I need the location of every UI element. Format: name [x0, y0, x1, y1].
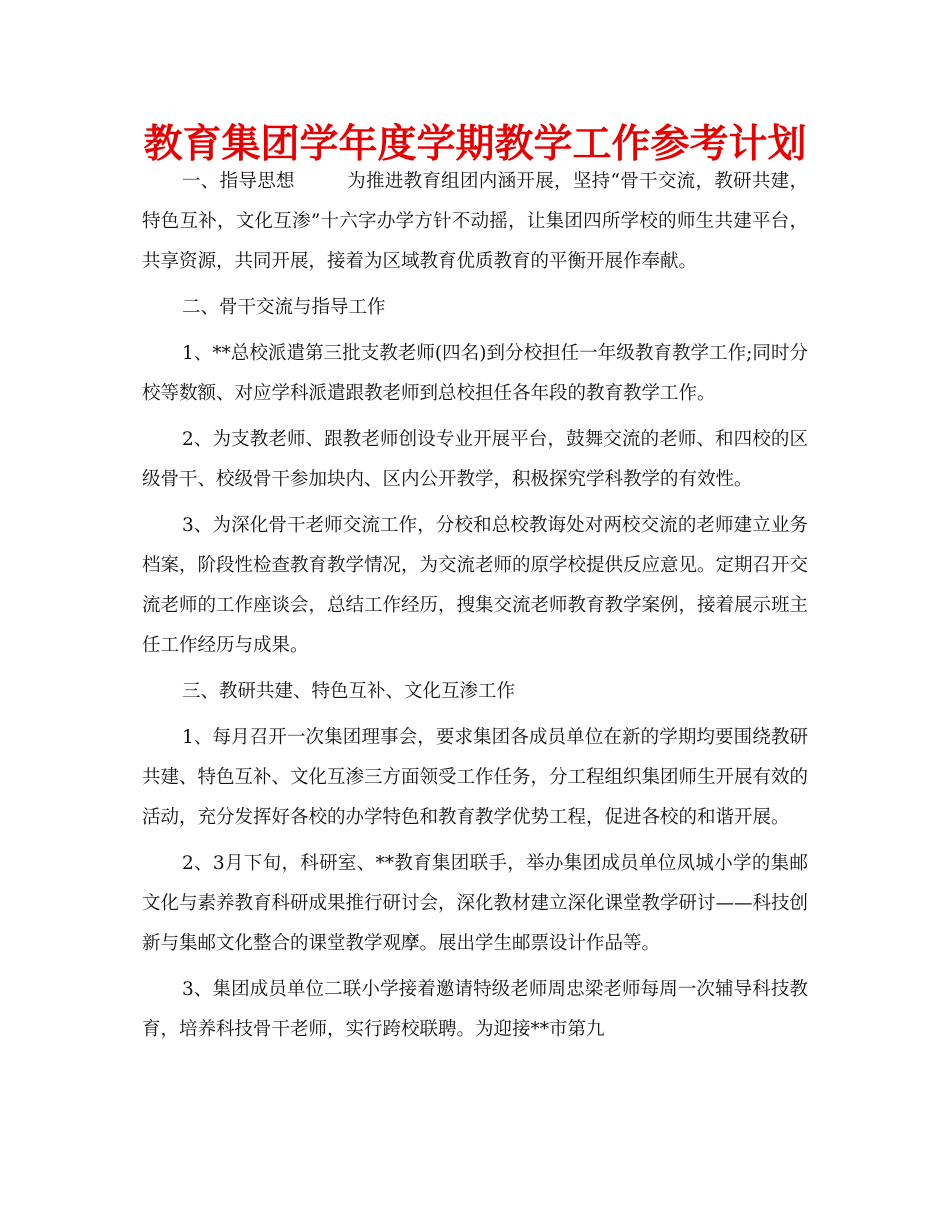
- paragraph-item: 1、每月召开一次集团理事会，要求集团各成员单位在新的学期均要围绕教研共建、特色互补、文化互渗三方面领受工作任务，分工程组织集团师生开展有效的活动，充分发挥好各校的办学特色和教育教学优势工程，促进各校的和谐开展。: [142, 727, 809, 828]
- section-heading-guiding-ideology: 一、指导思想: [182, 171, 295, 192]
- paragraph-item: 2、为支教老师、跟教老师创设专业开展平台，鼓舞交流的老师、和四校的区级骨干、校级骨干参加块内、区内公开教学，积极探究学科教学的有效性。: [142, 429, 808, 490]
- paragraph-item: 2、3月下旬，科研室、**教育集团联手，举办集团成员单位凤城小学的集邮文化与素养教育科研成果推行研讨会，深化教材建立深化课堂教学研讨——科技创新与集邮文化整合的课堂教学观摩。展出学生邮票设计作品等。: [142, 853, 809, 954]
- paragraph-guiding-ideology: [142, 162, 808, 282]
- paragraph-item: 1、**总校派遣第三批支教老师(四名)到分校担任一年级教育教学工作;同时分校等数额、对应学科派遣跟教老师到总校担任各年段的教育教学工作。: [142, 343, 808, 404]
- paragraph-item: 3、集团成员单位二联小学接着邀请特级老师周忠梁老师每周一次辅导科技教育，培养科技骨干老师，实行跨校联聘。为迎接**市第九: [142, 979, 808, 1040]
- document-title: 教育集团学年度学期教学工作参考计划: [143, 122, 807, 167]
- document-body: [142, 162, 808, 1050]
- section-heading-research-culture: 三、教研共建、特色互补、文化互渗工作: [182, 681, 516, 702]
- paragraph-item: 3、为深化骨干老师交流工作，分校和总校教诲处对两校交流的老师建立业务档案，阶段性检查教育教学情况，为交流老师的原学校提供反应意见。定期召开交流老师的工作座谈会，总结工作经历，搜集交流老师教育教学案例，接着展示班主任工作经历与成果。: [142, 515, 809, 656]
- section-heading-backbone-exchange: 二、骨干交流与指导工作: [182, 297, 386, 318]
- paragraph-text: 为推进教育组团内涵开展，坚持“骨干交流，教研共建，特色互补，文化互渗”十六字办学方针不动摇，让集团四所学校的师生共建平台，共享资源，共同开展，接着为区域教育优质教育的平衡开展作奉献。: [142, 171, 808, 272]
